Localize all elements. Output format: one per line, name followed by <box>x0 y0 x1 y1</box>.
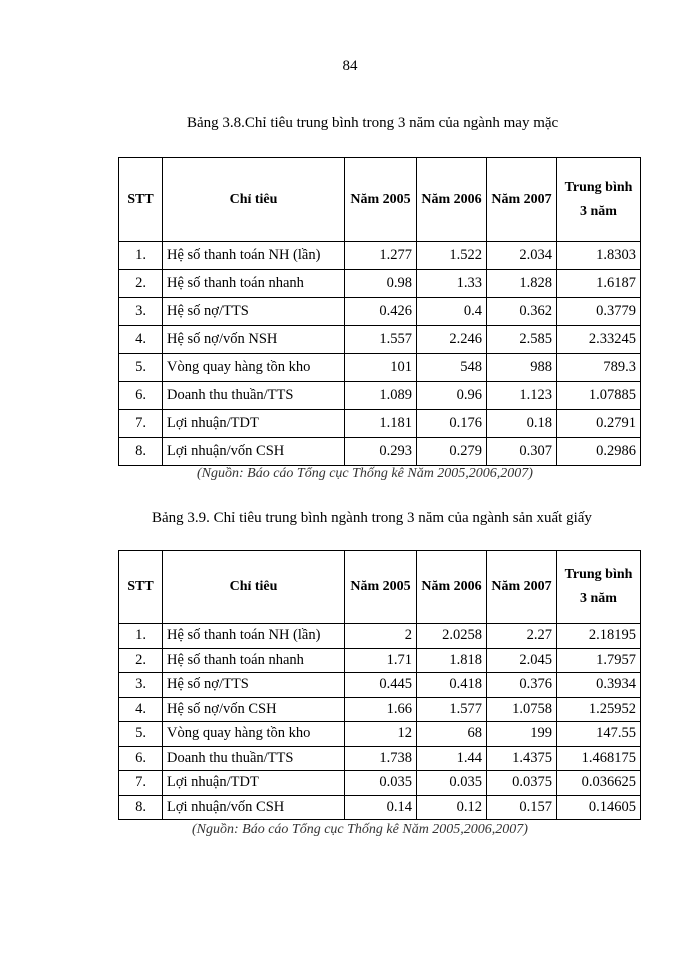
cell-2005: 0.445 <box>345 673 417 698</box>
cell-2006: 1.522 <box>417 242 487 270</box>
cell-2006: 1.33 <box>417 270 487 298</box>
cell-2006: 548 <box>417 354 487 382</box>
table-row <box>119 410 641 438</box>
cell-2007: 1.0758 <box>487 697 557 722</box>
header-average: Trung bình 3 năm <box>557 158 641 242</box>
cell-stt: 2. <box>119 648 163 673</box>
cell-indicator: Hệ số thanh toán NH (lần) <box>163 242 345 270</box>
table-row <box>119 270 641 298</box>
cell-indicator: Hệ số thanh toán nhanh <box>163 270 345 298</box>
table-row <box>119 648 641 673</box>
cell-2007: 2.034 <box>487 242 557 270</box>
cell-stt: 8. <box>119 438 163 466</box>
cell-2007: 2.27 <box>487 624 557 649</box>
cell-average: 789.3 <box>557 354 641 382</box>
cell-2005: 1.089 <box>345 382 417 410</box>
table-row <box>119 722 641 747</box>
cell-2005: 0.98 <box>345 270 417 298</box>
header-average: Trung bình 3 năm <box>557 551 641 624</box>
cell-2006: 2.246 <box>417 326 487 354</box>
table-row <box>119 354 641 382</box>
cell-2007: 0.0375 <box>487 771 557 796</box>
cell-indicator: Doanh thu thuần/TTS <box>163 746 345 771</box>
table-garment-indicators <box>118 157 641 466</box>
cell-2006: 0.035 <box>417 771 487 796</box>
cell-2005: 0.035 <box>345 771 417 796</box>
table-source-note: (Nguồn: Báo cáo Tổng cục Thống kê Năm 2005,2006,2007) <box>197 466 533 481</box>
cell-indicator: Doanh thu thuần/TTS <box>163 382 345 410</box>
cell-stt: 3. <box>119 673 163 698</box>
cell-2005: 1.557 <box>345 326 417 354</box>
table-row <box>119 771 641 796</box>
table-source-note: (Nguồn: Báo cáo Tổng cục Thống kê Năm 2005,2006,2007) <box>192 822 528 837</box>
cell-2006: 0.418 <box>417 673 487 698</box>
cell-indicator: Lợi nhuận/TDT <box>163 410 345 438</box>
table-row <box>119 673 641 698</box>
cell-average: 1.8303 <box>557 242 641 270</box>
header-year-2007: Năm 2007 <box>487 158 557 242</box>
cell-indicator: Hệ số nợ/vốn CSH <box>163 697 345 722</box>
header-year-2005: Năm 2005 <box>345 551 417 624</box>
cell-2006: 68 <box>417 722 487 747</box>
cell-stt: 1. <box>119 242 163 270</box>
cell-stt: 7. <box>119 771 163 796</box>
cell-2007: 2.585 <box>487 326 557 354</box>
cell-stt: 7. <box>119 410 163 438</box>
cell-stt: 6. <box>119 382 163 410</box>
cell-stt: 4. <box>119 697 163 722</box>
cell-indicator: Hệ số thanh toán NH (lần) <box>163 624 345 649</box>
cell-average: 1.07885 <box>557 382 641 410</box>
table-row <box>119 242 641 270</box>
table-row <box>119 697 641 722</box>
cell-2006: 0.279 <box>417 438 487 466</box>
cell-average: 0.14605 <box>557 795 641 820</box>
cell-average: 1.7957 <box>557 648 641 673</box>
cell-indicator: Hệ số nợ/vốn NSH <box>163 326 345 354</box>
cell-2007: 1.4375 <box>487 746 557 771</box>
cell-average: 0.3779 <box>557 298 641 326</box>
cell-2007: 0.376 <box>487 673 557 698</box>
cell-2006: 1.818 <box>417 648 487 673</box>
cell-average: 1.468175 <box>557 746 641 771</box>
cell-stt: 5. <box>119 722 163 747</box>
cell-2006: 0.176 <box>417 410 487 438</box>
table-header-row <box>119 551 641 624</box>
cell-stt: 3. <box>119 298 163 326</box>
page-number: 84 <box>342 58 358 74</box>
cell-2007: 0.157 <box>487 795 557 820</box>
cell-stt: 5. <box>119 354 163 382</box>
cell-indicator: Vòng quay hàng tồn kho <box>163 722 345 747</box>
table-row <box>119 382 641 410</box>
cell-2005: 12 <box>345 722 417 747</box>
cell-2005: 2 <box>345 624 417 649</box>
cell-2007: 199 <box>487 722 557 747</box>
header-year-2005: Năm 2005 <box>345 158 417 242</box>
cell-2006: 2.0258 <box>417 624 487 649</box>
table-row <box>119 298 641 326</box>
cell-average: 147.55 <box>557 722 641 747</box>
cell-indicator: Hệ số thanh toán nhanh <box>163 648 345 673</box>
cell-2005: 1.66 <box>345 697 417 722</box>
cell-average: 0.036625 <box>557 771 641 796</box>
header-indicator: Chỉ tiêu <box>163 551 345 624</box>
cell-indicator: Hệ số nợ/TTS <box>163 673 345 698</box>
table-row <box>119 746 641 771</box>
cell-indicator: Lợi nhuận/TDT <box>163 771 345 796</box>
cell-2005: 1.277 <box>345 242 417 270</box>
cell-indicator: Lợi nhuận/vốn CSH <box>163 438 345 466</box>
table-paper-indicators <box>118 550 641 820</box>
cell-2005: 1.181 <box>345 410 417 438</box>
cell-2007: 988 <box>487 354 557 382</box>
table-row <box>119 438 641 466</box>
cell-2006: 0.4 <box>417 298 487 326</box>
cell-2007: 1.123 <box>487 382 557 410</box>
table-caption: Bảng 3.9. Chỉ tiêu trung bình ngành trong 3 năm của ngành sản xuất giấy <box>152 510 592 526</box>
header-year-2006: Năm 2006 <box>417 551 487 624</box>
cell-stt: 2. <box>119 270 163 298</box>
header-indicator: Chỉ tiêu <box>163 158 345 242</box>
cell-2006: 0.96 <box>417 382 487 410</box>
cell-indicator: Vòng quay hàng tồn kho <box>163 354 345 382</box>
cell-2006: 1.44 <box>417 746 487 771</box>
header-stt: STT <box>119 551 163 624</box>
cell-stt: 4. <box>119 326 163 354</box>
cell-2006: 1.577 <box>417 697 487 722</box>
header-stt: STT <box>119 158 163 242</box>
cell-2007: 0.362 <box>487 298 557 326</box>
cell-2006: 0.12 <box>417 795 487 820</box>
cell-stt: 1. <box>119 624 163 649</box>
cell-stt: 6. <box>119 746 163 771</box>
cell-2005: 1.738 <box>345 746 417 771</box>
cell-2005: 0.14 <box>345 795 417 820</box>
cell-average: 1.6187 <box>557 270 641 298</box>
table-row <box>119 624 641 649</box>
cell-average: 0.2791 <box>557 410 641 438</box>
cell-average: 1.25952 <box>557 697 641 722</box>
cell-average: 0.3934 <box>557 673 641 698</box>
cell-stt: 8. <box>119 795 163 820</box>
table-row <box>119 795 641 820</box>
cell-2005: 0.293 <box>345 438 417 466</box>
cell-indicator: Hệ số nợ/TTS <box>163 298 345 326</box>
cell-average: 2.18195 <box>557 624 641 649</box>
cell-indicator: Lợi nhuận/vốn CSH <box>163 795 345 820</box>
table-caption: Bảng 3.8.Chỉ tiêu trung bình trong 3 năm của ngành may mặc <box>187 115 559 131</box>
cell-average: 0.2986 <box>557 438 641 466</box>
header-year-2007: Năm 2007 <box>487 551 557 624</box>
cell-2005: 0.426 <box>345 298 417 326</box>
cell-2007: 0.18 <box>487 410 557 438</box>
header-year-2006: Năm 2006 <box>417 158 487 242</box>
table-row <box>119 326 641 354</box>
cell-average: 2.33245 <box>557 326 641 354</box>
table-header-row <box>119 158 641 242</box>
cell-2007: 0.307 <box>487 438 557 466</box>
cell-2005: 1.71 <box>345 648 417 673</box>
cell-2007: 2.045 <box>487 648 557 673</box>
cell-2005: 101 <box>345 354 417 382</box>
cell-2007: 1.828 <box>487 270 557 298</box>
